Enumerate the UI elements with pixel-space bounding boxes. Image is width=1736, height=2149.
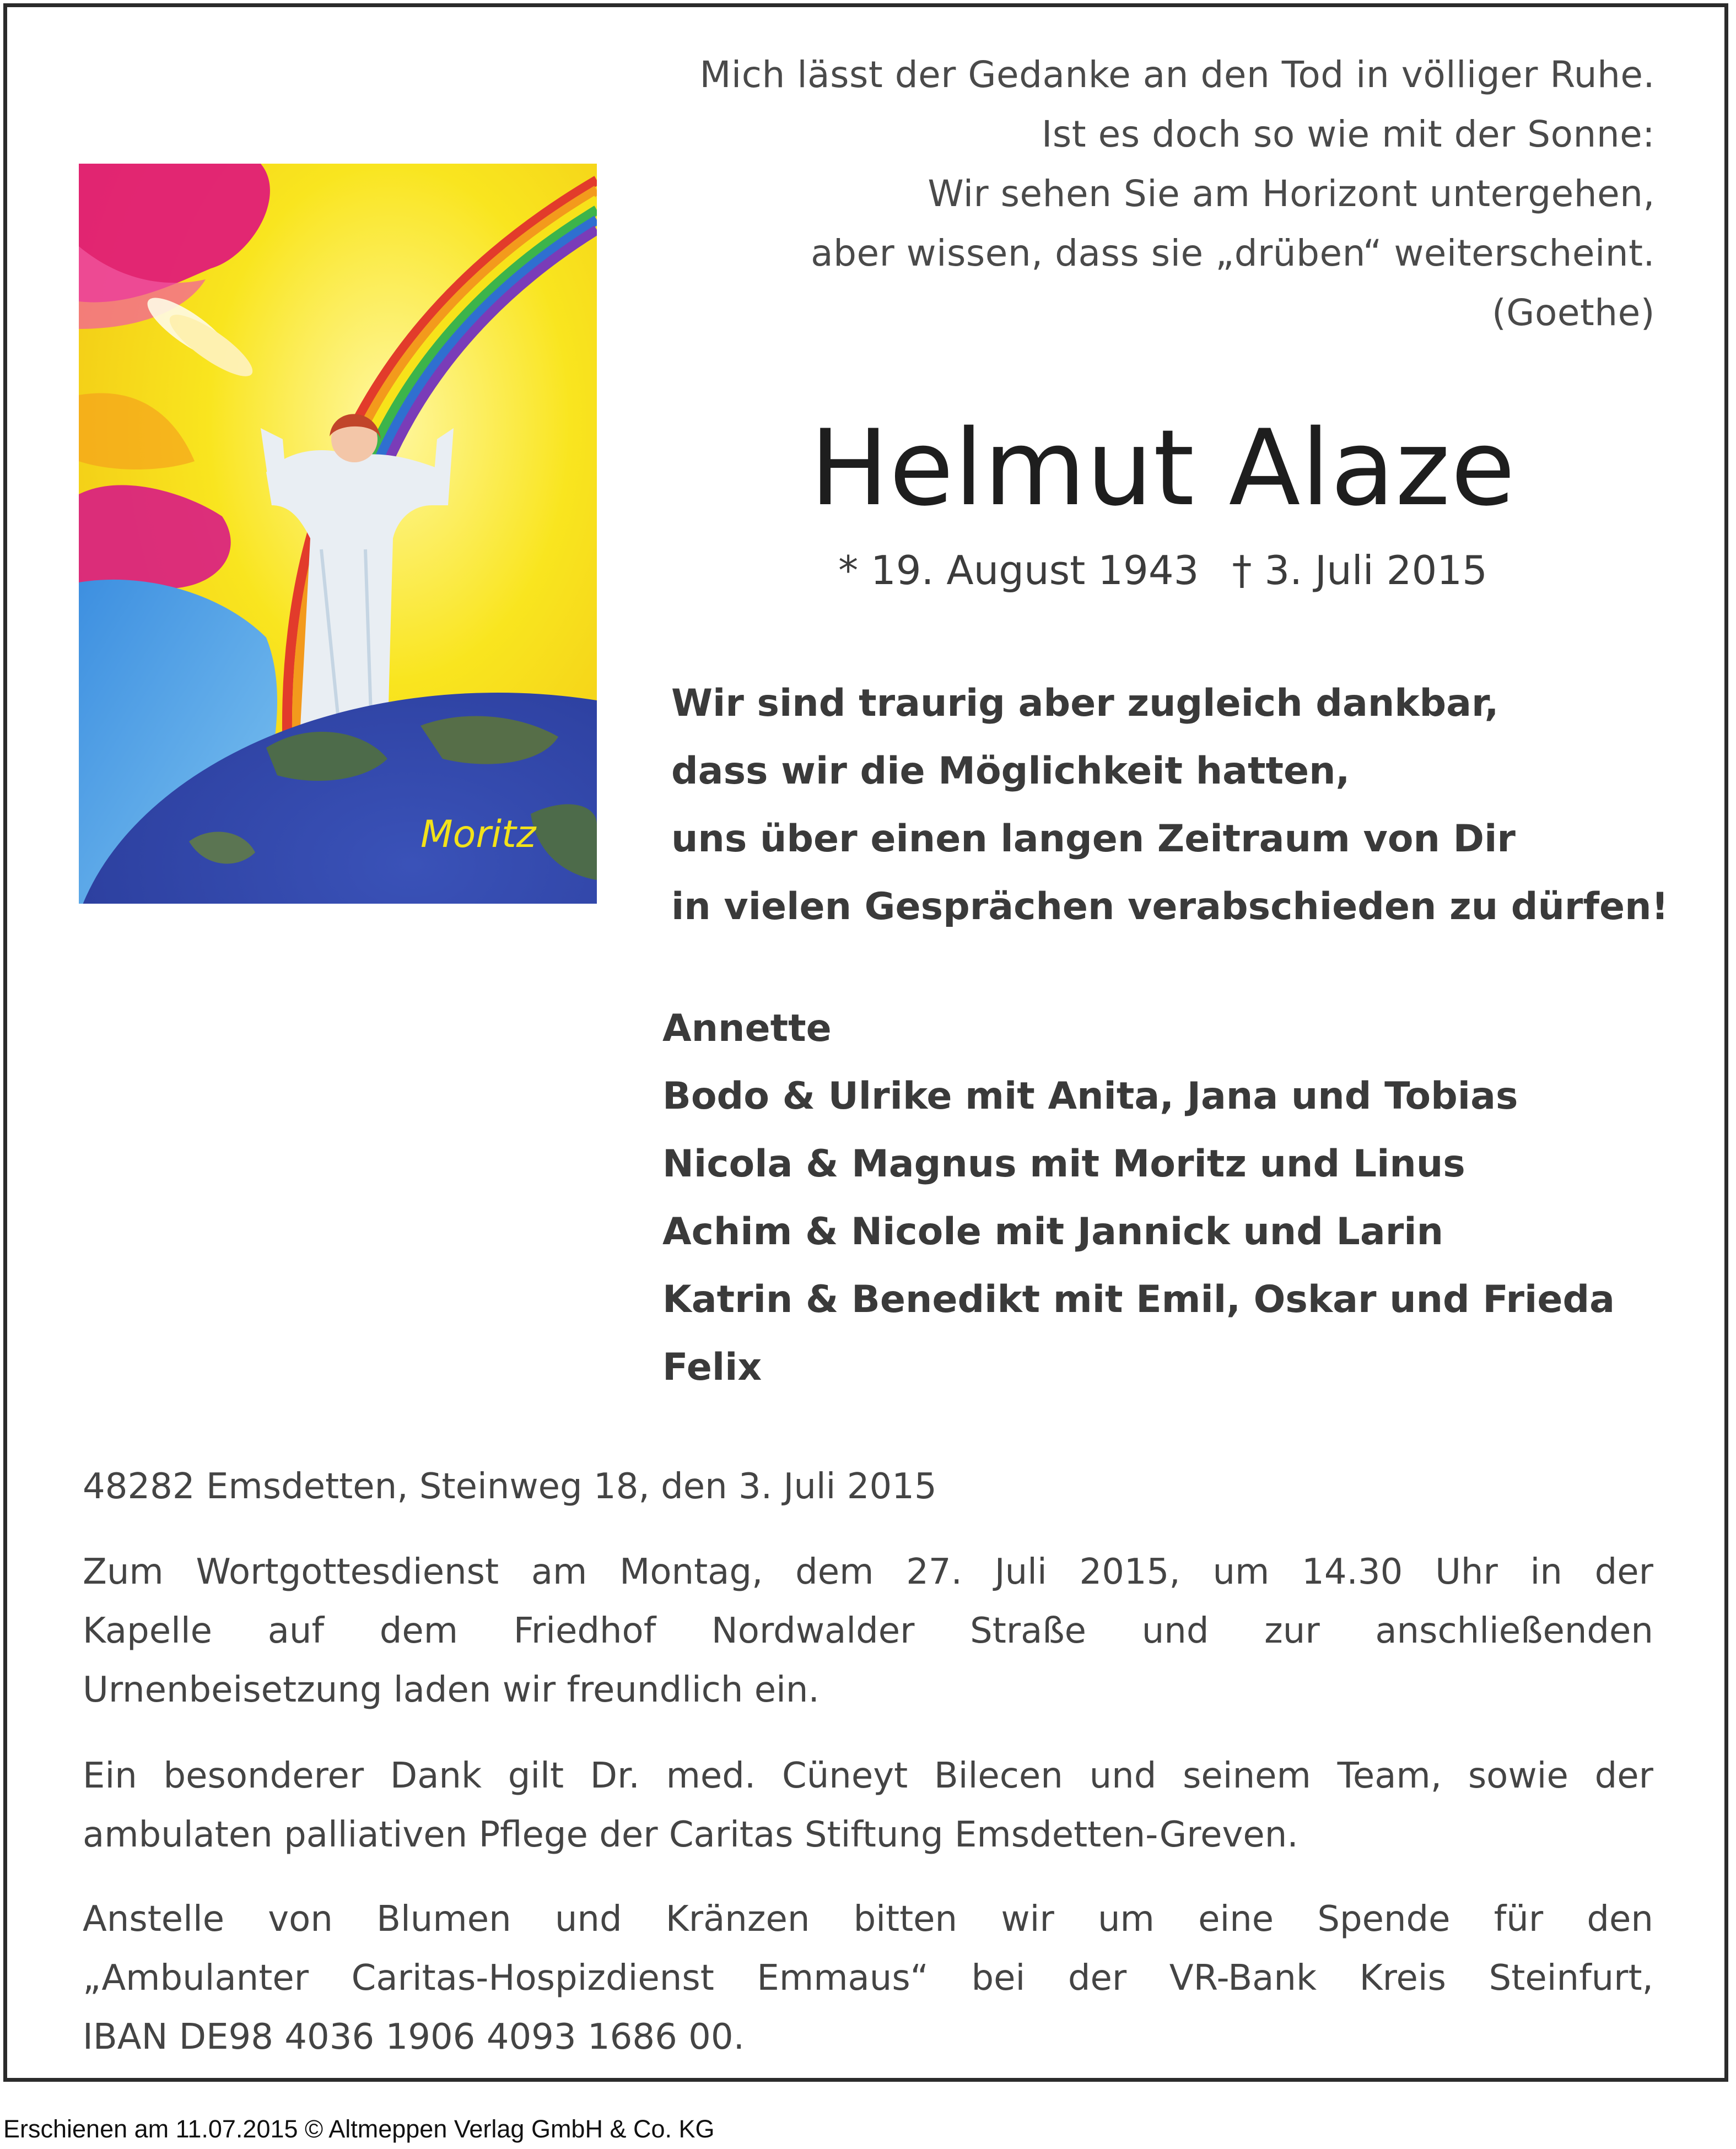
paragraph-line	[83, 1949, 1653, 2008]
word: anschließenden	[1375, 1611, 1653, 1651]
family-member: Annette	[662, 1007, 832, 1050]
word: Steinfurt,	[1489, 1958, 1653, 1999]
paragraph-line: Urnenbeisetzung laden wir freundlich ein.	[83, 1670, 820, 1710]
family-member: Katrin & Benedikt mit Emil, Oskar und Frieda	[662, 1278, 1615, 1321]
word: Spende	[1317, 1899, 1451, 1940]
quote-line: Wir sehen Sie am Horizont untergehen,	[928, 172, 1655, 215]
word: Cüneyt	[782, 1756, 908, 1796]
word: seinem	[1183, 1756, 1311, 1796]
word: um	[1097, 1899, 1155, 1940]
word: Anstelle	[83, 1899, 225, 1940]
word: auf	[267, 1611, 324, 1651]
word: dem	[795, 1552, 874, 1592]
birth-date: * 19. August 1943	[838, 547, 1199, 593]
family-list	[662, 995, 1615, 1401]
address-line: 48282 Emsdetten, Steinweg 18, den 3. Juli 2015	[83, 1466, 937, 1507]
service-paragraph	[83, 1543, 1653, 1720]
paragraph-line	[83, 1602, 1653, 1661]
donation-paragraph	[83, 1890, 1653, 2067]
word: Emmaus“	[757, 1958, 929, 1999]
word: Uhr	[1435, 1552, 1498, 1592]
life-dates	[634, 543, 1692, 598]
word: Blumen	[376, 1899, 511, 1940]
word: Team,	[1337, 1756, 1442, 1796]
word: Caritas-Hospizdienst	[351, 1958, 714, 1999]
painting-signature: Moritz	[420, 813, 536, 856]
word: 27.	[906, 1552, 962, 1592]
word: der	[1068, 1958, 1127, 1999]
word: von	[268, 1899, 333, 1940]
word: bei	[971, 1958, 1026, 1999]
deceased-name: Helmut Alaze	[810, 407, 1516, 529]
quote-author: (Goethe)	[1492, 291, 1655, 334]
message-line: in vielen Gesprächen verabschieden zu dürfen!	[671, 885, 1669, 928]
family-member: Bodo & Ulrike mit Anita, Jana und Tobias	[662, 1074, 1518, 1118]
word: Zum	[83, 1552, 164, 1592]
word: Straße	[970, 1611, 1087, 1651]
word: und	[1089, 1756, 1157, 1796]
mourning-message	[671, 669, 1669, 941]
word: eine	[1198, 1899, 1274, 1940]
word: am	[531, 1552, 587, 1592]
word: Ein	[83, 1756, 137, 1796]
word: den	[1587, 1899, 1653, 1940]
thanks-paragraph	[83, 1747, 1653, 1865]
paragraph-line	[83, 1543, 1653, 1602]
publication-footer: Erschienen am 11.07.2015 © Altmeppen Verlag GmbH & Co. KG	[3, 2115, 715, 2143]
family-member: Achim & Nicole mit Jannick und Larin	[662, 1210, 1444, 1254]
word: besonderer	[163, 1756, 364, 1796]
family-member: Felix	[662, 1346, 762, 1389]
word: in	[1530, 1552, 1562, 1592]
paragraph-line	[83, 1747, 1653, 1806]
word: dem	[379, 1611, 459, 1651]
word: zur	[1264, 1611, 1320, 1651]
word: der	[1594, 1756, 1653, 1796]
word: wir	[1001, 1899, 1054, 1940]
quote-line: Mich lässt der Gedanke an den Tod in völliger Ruhe.	[699, 53, 1655, 96]
word: 14.30	[1302, 1552, 1403, 1592]
word: Kreis	[1359, 1958, 1446, 1999]
word: um	[1212, 1552, 1270, 1592]
word: Nordwalder	[711, 1611, 915, 1651]
word: Dank	[390, 1756, 482, 1796]
word: Juli	[994, 1552, 1047, 1592]
word: VR-Bank	[1169, 1958, 1317, 1999]
word: und	[554, 1899, 622, 1940]
word: Friedhof	[513, 1611, 656, 1651]
word: 2015,	[1079, 1552, 1180, 1592]
word: der	[1594, 1552, 1653, 1592]
goethe-quote	[443, 45, 1655, 343]
word: und	[1141, 1611, 1209, 1651]
word: Kapelle	[83, 1611, 212, 1651]
paragraph-line	[83, 1890, 1653, 1949]
word: Bilecen	[934, 1756, 1063, 1796]
word: Montag,	[619, 1552, 763, 1592]
word: Dr.	[590, 1756, 640, 1796]
quote-line: aber wissen, dass sie „drüben“ weiterscheint.	[811, 232, 1655, 274]
death-date: † 3. Juli 2015	[1232, 547, 1487, 593]
message-line: Wir sind traurig aber zugleich dankbar,	[671, 682, 1499, 725]
word: sowie	[1468, 1756, 1568, 1796]
paragraph-line: ambulaten palliativen Pflege der Caritas Stiftung Emsdetten-Greven.	[83, 1815, 1298, 1855]
word: „Ambulanter	[83, 1958, 309, 1999]
word: bitten	[853, 1899, 958, 1940]
word: Wortgottesdienst	[196, 1552, 499, 1592]
word: med.	[666, 1756, 756, 1796]
family-member: Nicola & Magnus mit Moritz und Linus	[662, 1142, 1465, 1186]
paragraph-line: IBAN DE98 4036 1906 4093 1686 00.	[83, 2017, 745, 2058]
word: Kränzen	[665, 1899, 810, 1940]
message-line: uns über einen langen Zeitraum von Dir	[671, 817, 1516, 861]
quote-line: Ist es doch so wie mit der Sonne:	[1041, 113, 1655, 155]
message-line: dass wir die Möglichkeit hatten,	[671, 749, 1350, 793]
word: gilt	[508, 1756, 564, 1796]
word: für	[1494, 1899, 1544, 1940]
